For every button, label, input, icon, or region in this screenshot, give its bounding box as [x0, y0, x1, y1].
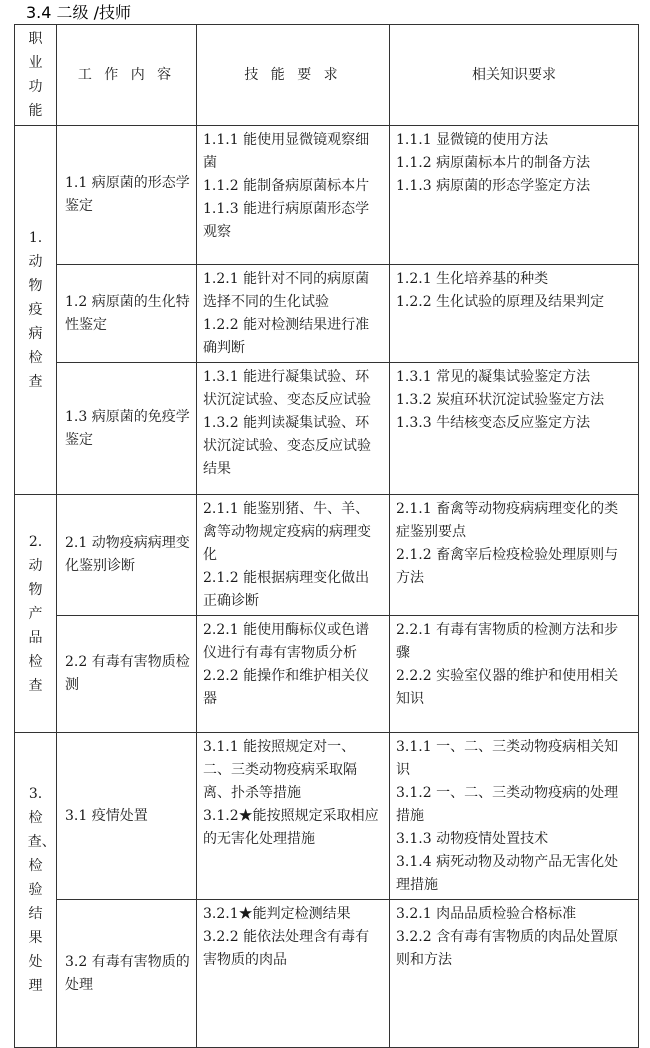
knowledge-cell [390, 265, 639, 363]
skill-item: 2.1.2 能根据病理变化做出正确诊断 [203, 570, 370, 609]
knowledge-item: 1.3.2 炭疽环状沉淀试验鉴定方法 [396, 392, 605, 408]
table-header-row [15, 25, 639, 126]
work-content-cell: 2.1 动物疫病病理变化鉴别诊断 [57, 495, 197, 616]
skill-item: 1.1.1 能使用显微镜观察细菌 [203, 132, 370, 171]
knowledge-cell [390, 733, 639, 900]
skill-item: 1.3.2 能判读凝集试验、环状沉淀试验、变态反应试验结果 [203, 415, 371, 477]
requirements-table [14, 24, 639, 1048]
work-content-cell: 3.2 有毒有害物质的处理 [57, 900, 197, 1048]
skill-item: 3.2.1★能判定检测结果 [203, 906, 351, 922]
knowledge-item: 3.1.1 一、二、三类动物疫病相关知识 [396, 739, 619, 778]
knowledge-item: 2.1.2 畜禽宰后检疫检验处理原则与方法 [396, 547, 619, 586]
skill-item: 3.2.2 能依法处理含有毒有害物质的肉品 [203, 929, 370, 968]
skill-item: 1.2.2 能对检测结果进行准确判断 [203, 317, 370, 356]
header-function: 职业功能 [15, 25, 57, 126]
work-content-cell: 1.1 病原菌的形态学鉴定 [57, 126, 197, 265]
knowledge-item: 1.2.2 生化试验的原理及结果判定 [396, 294, 605, 310]
skill-cell [197, 265, 390, 363]
function-cell [15, 126, 57, 495]
skill-item: 3.1.2★能按照规定采取相应的无害化处理措施 [203, 808, 379, 847]
knowledge-item: 2.2.2 实验室仪器的维护和使用相关知识 [396, 668, 619, 707]
work-content-cell: 3.1 疫情处置 [57, 733, 197, 900]
knowledge-item: 1.1.3 病原菌的形态学鉴定方法 [396, 178, 591, 194]
table-row [15, 733, 639, 900]
work-content-cell: 1.3 病原菌的免疫学鉴定 [57, 363, 197, 495]
table-body [15, 126, 639, 1048]
knowledge-cell [390, 616, 639, 733]
skill-item: 2.2.1 能使用酶标仪或色谱仪进行有毒有害物质分析 [203, 622, 370, 661]
function-label: 1.动物疫病检查 [28, 230, 43, 390]
work-content-cell: 2.2 有毒有害物质检测 [57, 616, 197, 733]
header-knowledge: 相关知识要求 [390, 25, 639, 126]
table-row [15, 265, 639, 363]
function-cell [15, 733, 57, 1048]
knowledge-item: 1.3.3 牛结核变态反应鉴定方法 [396, 415, 591, 431]
table-row [15, 495, 639, 616]
work-content-cell: 1.2 病原菌的生化特性鉴定 [57, 265, 197, 363]
knowledge-item: 1.3.1 常见的凝集试验鉴定方法 [396, 369, 591, 385]
function-label: 3.检查、检验结果处理 [27, 786, 56, 994]
skill-item: 2.2.2 能操作和维护相关仪器 [203, 668, 370, 707]
skill-item: 1.1.3 能进行病原菌形态学观察 [203, 201, 370, 240]
skill-item: 2.1.1 能鉴别猪、牛、羊、禽等动物规定疫病的病理变化 [203, 501, 371, 563]
table-row [15, 616, 639, 733]
skill-cell [197, 900, 390, 1048]
skill-item: 1.3.1 能进行凝集试验、环状沉淀试验、变态反应试验 [203, 369, 371, 408]
knowledge-cell [390, 495, 639, 616]
knowledge-item: 2.1.1 畜禽等动物疫病病理变化的类症鉴别要点 [396, 501, 619, 540]
knowledge-item: 1.1.1 显微镜的使用方法 [396, 132, 549, 148]
skill-cell [197, 363, 390, 495]
header-skill: 技 能 要 求 [197, 25, 390, 126]
skill-cell [197, 495, 390, 616]
table-row [15, 900, 639, 1048]
knowledge-item: 3.1.2 一、二、三类动物疫病的处理措施 [396, 785, 619, 824]
table-row [15, 126, 639, 265]
table-row [15, 363, 639, 495]
knowledge-item: 1.1.2 病原菌标本片的制备方法 [396, 155, 591, 171]
knowledge-item: 3.2.2 含有毒有害物质的肉品处置原则和方法 [396, 929, 619, 968]
knowledge-cell [390, 363, 639, 495]
function-cell [15, 495, 57, 733]
skill-item: 1.2.1 能针对不同的病原菌选择不同的生化试验 [203, 271, 370, 310]
skill-cell [197, 616, 390, 733]
function-label: 2.动物产品检查 [28, 533, 43, 694]
skill-item: 1.1.2 能制备病原菌标本片 [203, 178, 370, 194]
knowledge-item: 1.2.1 生化培养基的种类 [396, 271, 549, 287]
knowledge-item: 2.2.1 有毒有害物质的检测方法和步骤 [396, 622, 619, 661]
skill-cell [197, 733, 390, 900]
section-heading: 3.4 二级 /技师 [26, 3, 132, 22]
header-work: 工 作 内 容 [57, 25, 197, 126]
skill-cell [197, 126, 390, 265]
knowledge-item: 3.1.4 病死动物及动物产品无害化处理措施 [396, 854, 619, 893]
knowledge-item: 3.2.1 肉品品质检验合格标准 [396, 906, 577, 922]
skill-item: 3.1.1 能按照规定对一、二、三类动物疫病采取隔离、扑杀等措施 [203, 739, 357, 801]
knowledge-item: 3.1.3 动物疫情处置技术 [396, 831, 549, 847]
knowledge-cell [390, 126, 639, 265]
knowledge-cell [390, 900, 639, 1048]
